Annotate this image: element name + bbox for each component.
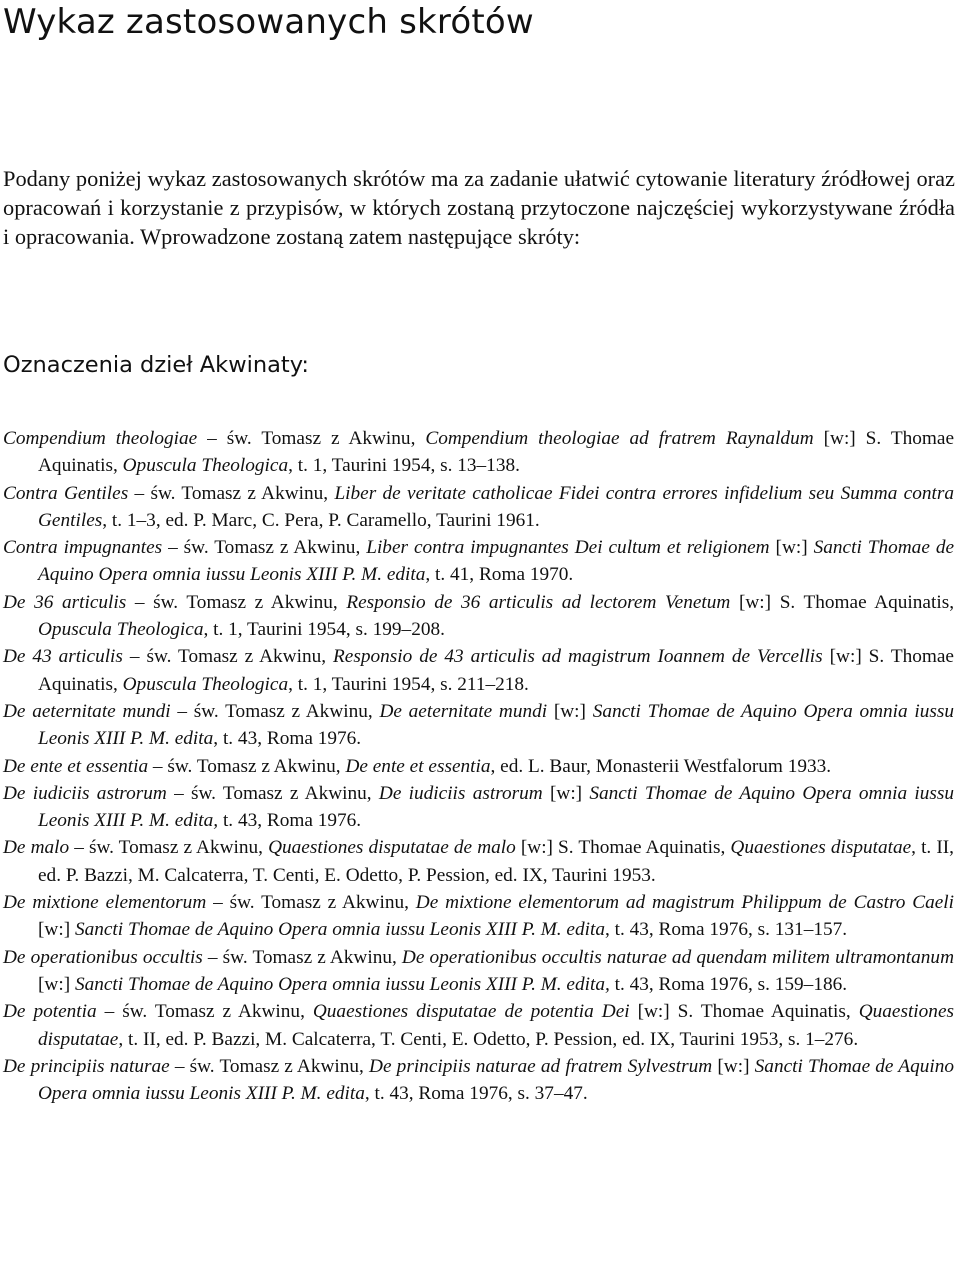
- entry-text: [w:]: [542, 782, 590, 804]
- abbreviation-entry: [3, 753, 954, 780]
- entry-text: – św. Tomasz z Akwinu,: [162, 537, 367, 559]
- entry-text: [w:] S. Thomae Aquinatis,: [730, 591, 955, 613]
- abbreviation-entry: [3, 480, 954, 535]
- abbreviation-entry: [3, 998, 954, 1053]
- page-title: Wykaz zastosowanych skrótów: [3, 2, 534, 42]
- work-title: Liber de veritate catholicae Fidei contra errores infidelium seu Summa contra Gentiles: [38, 482, 954, 531]
- entry-text: – św. Tomasz z Akwinu,: [169, 1055, 370, 1077]
- entry-text: – św. Tomasz z Akwinu,: [170, 700, 380, 722]
- work-title: Compendium theologiae ad fratrem Raynaldum: [425, 428, 814, 449]
- entry-text: [w:] S. Thomae Aquinatis,: [515, 837, 731, 859]
- entry-text: – św. Tomasz z Akwinu,: [148, 755, 346, 777]
- entry-text: [w:] S. Thomae Aquinatis,: [38, 646, 954, 695]
- work-title: Responsio de 36 articulis ad lectorem Venetum: [346, 591, 731, 613]
- entry-text: – św. Tomasz z Akwinu,: [122, 646, 333, 668]
- abbreviation-term: De mixtione elementorum: [3, 892, 207, 914]
- entry-text: , t. 43, Roma 1976, s. 131–157.: [604, 919, 848, 941]
- abbreviation-term: De 36 articulis: [3, 591, 127, 613]
- abbreviation-term: De ente et essentia: [3, 755, 149, 777]
- abbreviation-entry: [3, 643, 954, 698]
- work-title: De aeternitate mundi: [379, 700, 548, 722]
- abbreviation-term: De potentia: [3, 1001, 97, 1023]
- abbreviation-entry: [3, 834, 954, 889]
- entry-text: – św. Tomasz z Akwinu,: [96, 1001, 313, 1023]
- abbreviation-term: De operationibus occultis: [3, 946, 203, 968]
- entry-text: , t. 43, Roma 1976.: [213, 728, 362, 750]
- entry-text: [w:] S. Thomae Aquinatis,: [629, 1001, 859, 1023]
- abbreviation-term: Compendium theologiae: [3, 428, 198, 449]
- entry-text: , t. 1, Taurini 1954, s. 13–138.: [288, 455, 520, 477]
- entry-text: [w:]: [38, 919, 75, 941]
- entry-text: , t. II, ed. P. Bazzi, M. Calcaterra, T. Centi, E. Odetto, P. Pession, ed. IX, Taurini 1953, s. 1–276.: [118, 1028, 859, 1050]
- work-title: Quaestiones disputatae: [730, 837, 912, 859]
- abbreviation-term: De malo: [3, 837, 70, 859]
- abbreviation-entry: [3, 944, 954, 999]
- work-title: Opuscula Theologica: [122, 455, 289, 477]
- work-title: Sancti Thomae de Aquino Opera omnia iussu Leonis XIII P. M. edita,: [38, 782, 955, 832]
- abbreviation-term: De aeternitate mundi: [3, 700, 171, 722]
- work-title: De principiis naturae ad fratrem Sylvestrum: [369, 1055, 713, 1077]
- abbreviation-entry: [3, 698, 954, 753]
- entry-text: t. 43, Roma 1976, s. 159–186.: [609, 973, 848, 995]
- entry-text: – św. Tomasz z Akwinu,: [69, 837, 269, 859]
- abbreviation-term: Contra Gentiles: [3, 482, 129, 504]
- abbreviation-entry: [3, 589, 954, 644]
- entry-text: [w:]: [769, 537, 814, 559]
- abbreviation-term: De principiis naturae: [3, 1055, 170, 1077]
- abbreviation-entry: [3, 1053, 954, 1108]
- entry-text: , t. 43, Roma 1976, s. 37–47.: [364, 1083, 588, 1105]
- work-title: De mixtione elementorum ad magistrum Philippum de Castro Caeli: [415, 892, 954, 914]
- entry-text: [w:] S. Thomae Aquinatis,: [38, 428, 955, 477]
- entry-text: [w:]: [38, 973, 75, 995]
- entry-text: – św. Tomasz z Akwinu,: [166, 782, 379, 804]
- entry-text: , t. 1–3, ed. P. Marc, C. Pera, P. Caramello, Taurini 1961.: [102, 509, 540, 531]
- work-title: Sancti Thomae de Aquino Opera omnia iussu Leonis XIII P. M. edita: [38, 537, 955, 586]
- abbreviation-entry: [3, 534, 954, 589]
- work-title: Sancti Thomae de Aquino Opera omnia iussu Leonis XIII P. M. edita,: [74, 973, 610, 995]
- entry-text: [w:]: [712, 1055, 755, 1077]
- abbreviation-entry: [3, 780, 954, 835]
- abbreviation-entry: [3, 425, 954, 480]
- work-title: Opuscula Theologica: [122, 673, 289, 695]
- entry-text: – św. Tomasz z Akwinu,: [202, 946, 402, 968]
- work-title: Opuscula Theologica: [38, 619, 204, 641]
- entry-text: – św. Tomasz z Akwinu,: [128, 482, 335, 504]
- work-title: Sancti Thomae de Aquino Opera omnia iussu Leonis XIII P. M. edita: [38, 700, 955, 750]
- work-title: Responsio de 43 articulis ad magistrum Ioannem de Vercellis: [333, 646, 823, 668]
- work-title: De iudiciis astrorum: [378, 782, 543, 804]
- entry-text: , ed. L. Baur, Monasterii Westfalorum 1933.: [490, 755, 832, 777]
- work-title: Quaestiones disputatae de malo: [268, 837, 516, 859]
- abbreviation-list: [3, 425, 954, 1107]
- work-title: Sancti Thomae de Aquino Opera omnia iussu Leonis XIII P. M. edita: [38, 1055, 954, 1105]
- work-title: De operationibus occultis naturae ad quendam militem ultramontanum: [401, 946, 954, 968]
- work-title: De ente et essentia: [345, 755, 491, 777]
- abbreviation-term: Contra impugnantes: [3, 537, 163, 559]
- abbreviation-term: De iudiciis astrorum: [3, 782, 167, 804]
- entry-text: – św. Tomasz z Akwinu,: [197, 428, 426, 449]
- intro-paragraph: Podany poniżej wykaz zastosowanych skrótów ma za zadanie ułatwić cytowanie literatury źródłowej oraz opracowań i korzystanie z przypisów, w których zostaną przytoczone najczęściej wykorzystywane źródła i opracowania. Wprowadzone zostaną zatem następujące skróty:: [3, 166, 955, 249]
- entry-text: , t. II, ed. P. Bazzi, M. Calcaterra, T. Centi, E. Odetto, P. Pession, ed. IX, Taurini 1953.: [38, 837, 955, 886]
- entry-text: , t. 1, Taurini 1954, s. 199–208.: [203, 619, 445, 641]
- abbreviation-term: De 43 articulis: [3, 646, 123, 668]
- entry-text: t. 43, Roma 1976.: [218, 810, 362, 832]
- entry-text: , t. 1, Taurini 1954, s. 211–218.: [288, 673, 529, 695]
- abbreviation-entry: [3, 889, 954, 944]
- entry-text: – św. Tomasz z Akwinu,: [126, 591, 347, 613]
- work-title: Sancti Thomae de Aquino Opera omnia iussu Leonis XIII P. M. edita: [74, 919, 605, 941]
- entry-text: , t. 41, Roma 1970.: [425, 564, 574, 586]
- entry-text: [w:]: [547, 700, 593, 722]
- entry-text: – św. Tomasz z Akwinu,: [206, 892, 416, 914]
- work-title: Liber contra impugnantes Dei cultum et religionem: [366, 537, 770, 559]
- work-title: Quaestiones disputatae: [38, 1001, 955, 1050]
- section-heading: Oznaczenia dzieł Akwinaty:: [3, 352, 309, 378]
- work-title: Quaestiones disputatae de potentia Dei: [312, 1001, 630, 1023]
